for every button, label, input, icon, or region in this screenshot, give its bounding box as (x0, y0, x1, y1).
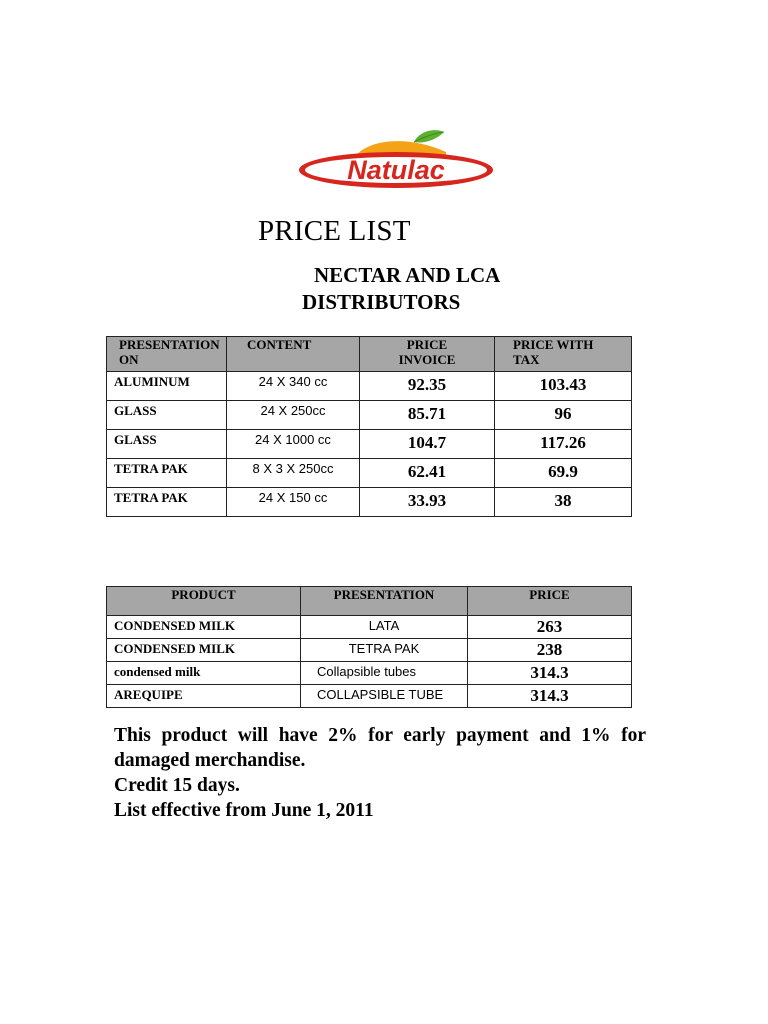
price-with-tax-cell: 38 (554, 491, 572, 510)
table-row (107, 685, 632, 708)
presentation-cell: TETRA PAK (114, 461, 188, 476)
column-header-product: PRODUCT (107, 587, 301, 616)
price-cell: 314.3 (530, 663, 569, 682)
presentation-cell: TETRA PAK (348, 641, 420, 656)
discount-note-continued: damaged merchandise. (114, 750, 306, 771)
price-with-tax-cell: 96 (554, 404, 572, 423)
table-row (107, 401, 632, 430)
presentation-cell: COLLAPSIBLE TUBE (317, 687, 444, 702)
price-cell: 263 (536, 617, 563, 636)
content-cell: 24 X 250cc (260, 403, 326, 418)
column-header-presentation: PRESENTATION (301, 587, 468, 616)
table-row (107, 488, 632, 517)
dairy-price-table (106, 586, 632, 708)
column-header-content: CONTENT (227, 337, 360, 372)
logo-wordmark: Natulac (347, 155, 445, 185)
content-cell: 24 X 340 cc (258, 374, 328, 389)
content-cell: 24 X 150 cc (258, 490, 328, 505)
nectar-price-table (106, 336, 632, 517)
table-row (107, 639, 632, 662)
product-cell: CONDENSED MILK (114, 641, 235, 656)
column-header-presentation: PRESENTATION ON (107, 337, 227, 372)
presentation-cell: LATA (368, 618, 400, 633)
price-with-tax-cell: 103.43 (539, 375, 587, 394)
price-invoice-cell: 104.7 (407, 433, 447, 452)
price-with-tax-cell: 69.9 (548, 462, 578, 481)
discount-note: This product will have 2% for early payment and 1% for (114, 725, 646, 746)
price-invoice-cell: 33.93 (407, 491, 447, 510)
column-header-price-invoice: PRICE INVOICE (360, 337, 495, 372)
column-header-price-with-tax: PRICE WITH TAX (495, 337, 632, 372)
effective-date-note: List effective from June 1, 2011 (114, 800, 374, 821)
table-row (107, 616, 632, 639)
presentation-cell: GLASS (114, 403, 157, 418)
presentation-cell: TETRA PAK (114, 490, 188, 505)
presentation-cell: Collapsible tubes (317, 664, 417, 679)
subtitle-line-1: NECTAR AND LCA (314, 263, 501, 287)
product-cell: CONDENSED MILK (114, 618, 235, 633)
price-cell: 238 (536, 640, 563, 659)
content-cell: 24 X 1000 cc (255, 432, 331, 447)
table-header-row (107, 587, 632, 616)
price-invoice-cell: 62.41 (407, 462, 447, 481)
table-row (107, 372, 632, 401)
table-row (107, 459, 632, 488)
product-cell: condensed milk (114, 664, 201, 679)
logo-leaf-icon (414, 130, 444, 142)
table-row (107, 662, 632, 685)
terms-notes (114, 723, 646, 823)
price-cell: 314.3 (530, 686, 569, 705)
subtitle (302, 262, 522, 316)
price-invoice-cell: 92.35 (407, 375, 447, 394)
presentation-cell: GLASS (114, 432, 157, 447)
column-header-price: PRICE (468, 587, 632, 616)
natulac-logo (296, 128, 496, 190)
credit-note: Credit 15 days. (114, 775, 240, 796)
price-with-tax-cell: 117.26 (540, 433, 586, 452)
product-cell: AREQUIPE (114, 687, 183, 702)
page-title: PRICE LIST (258, 215, 411, 247)
presentation-cell: ALUMINUM (114, 374, 190, 389)
table-header-row (107, 337, 632, 372)
price-invoice-cell: 85.71 (407, 404, 447, 423)
content-cell: 8 X 3 X 250cc (252, 461, 334, 476)
table-row (107, 430, 632, 459)
subtitle-line-2: DISTRIBUTORS (302, 290, 461, 314)
